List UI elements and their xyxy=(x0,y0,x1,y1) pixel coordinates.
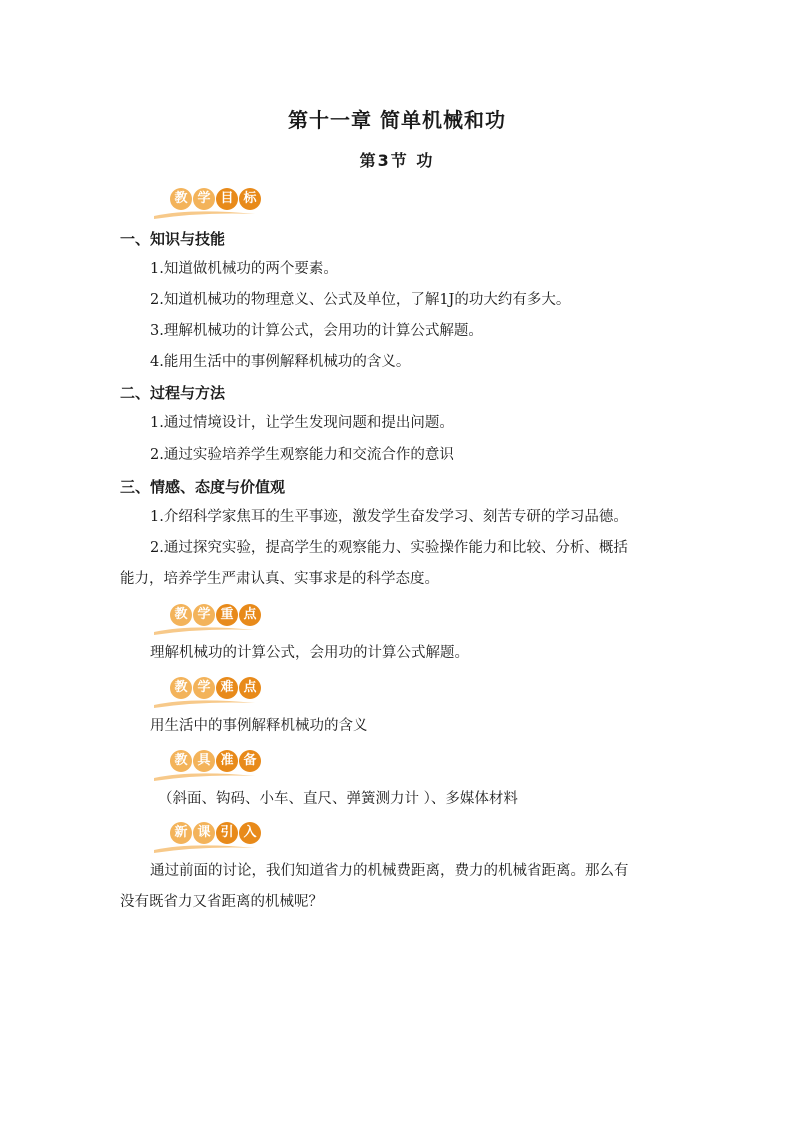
badge-key-points xyxy=(152,604,262,636)
list-item: 1.介绍科学家焦耳的生平事迹，激发学生奋发学习、刻苦专研的学习品德。 xyxy=(150,509,628,525)
badge-char: 目 xyxy=(216,188,238,210)
list-item: 2.通过探究实验，提高学生的观察能力、实验操作能力和比较、分析、概括 xyxy=(150,540,628,556)
list-item-continuation: 能力，培养学生严肃认真、实事求是的科学态度。 xyxy=(120,571,439,587)
badge-char: 点 xyxy=(239,604,261,626)
badge-difficulties xyxy=(152,677,262,709)
badge-char: 引 xyxy=(216,822,238,844)
objectives-part1-heading: 一、知识与技能 xyxy=(120,230,226,248)
badge-char: 课 xyxy=(193,822,215,844)
badge-char: 点 xyxy=(239,677,261,699)
list-item: 2.知道机械功的物理意义、公式及单位，了解1J的功大约有多大。 xyxy=(150,292,571,308)
list-item: 2.通过实验培养学生观察能力和交流合作的意识 xyxy=(150,447,454,463)
badge-char: 新 xyxy=(170,822,192,844)
list-item: 3.理解机械功的计算公式，会用功的计算公式解题。 xyxy=(150,323,483,339)
difficulties-text: 用生活中的事例解释机械功的含义 xyxy=(150,718,368,734)
badge-char: 备 xyxy=(239,750,261,772)
badge-char: 学 xyxy=(193,677,215,699)
objectives-part3-heading: 三、情感、态度与价值观 xyxy=(120,478,286,496)
section-title: 第3节 功 xyxy=(359,151,435,170)
badge-char: 重 xyxy=(216,604,238,626)
intro-text-line: 通过前面的讨论，我们知道省力的机械费距离，费力的机械省距离。那么有 xyxy=(150,863,629,879)
badge-teaching-objectives xyxy=(152,188,262,220)
intro-text-line: 没有既省力又省距离的机械呢？ xyxy=(120,894,323,910)
badge-char: 教 xyxy=(170,750,192,772)
badge-char: 准 xyxy=(216,750,238,772)
badge-lesson-intro xyxy=(152,822,262,854)
badge-char: 教 xyxy=(170,188,192,210)
list-item: 1.通过情境设计，让学生发现问题和提出问题。 xyxy=(150,415,454,431)
chapter-title: 第十一章 简单机械和功 xyxy=(288,108,506,132)
badge-char: 教 xyxy=(170,677,192,699)
badge-char: 学 xyxy=(193,188,215,210)
badge-char: 教 xyxy=(170,604,192,626)
list-item: 1.知道做机械功的两个要素。 xyxy=(150,261,338,277)
badge-char: 入 xyxy=(239,822,261,844)
badge-char: 标 xyxy=(239,188,261,210)
badge-char: 学 xyxy=(193,604,215,626)
badge-char: 具 xyxy=(193,750,215,772)
badge-char: 难 xyxy=(216,677,238,699)
objectives-part2-heading: 二、过程与方法 xyxy=(120,384,226,402)
key-points-text: 理解机械功的计算公式，会用功的计算公式解题。 xyxy=(150,645,469,661)
list-item: 4.能用生活中的事例解释机械功的含义。 xyxy=(150,354,411,370)
badge-teaching-tools xyxy=(152,750,262,782)
tools-text: （斜面、钩码、小车、直尺、弹簧测力计 ）、多媒体材料 xyxy=(158,791,518,807)
